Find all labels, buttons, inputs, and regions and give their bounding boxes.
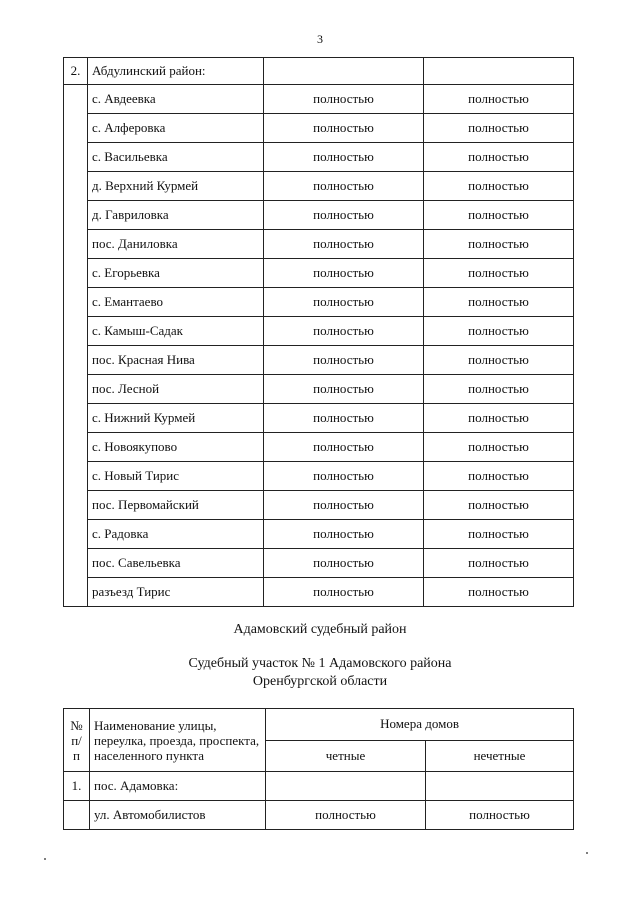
even-numbers: полностью — [264, 143, 424, 172]
header-row — [64, 709, 574, 741]
locality-row — [64, 230, 574, 259]
odd-numbers: полностью — [426, 801, 574, 830]
row-number-cell — [64, 375, 88, 404]
section-subtitle-line2: Оренбургской области — [252, 674, 388, 689]
locality-row — [64, 143, 574, 172]
locality-row — [64, 114, 574, 143]
locality-name: с. Камыш-Садак — [88, 317, 264, 346]
row-number-cell — [64, 288, 88, 317]
settlement-row — [64, 772, 574, 801]
header-name: Наименование улицы, переулка, проезда, проспекта, населенного пункта — [90, 709, 266, 772]
odd-numbers: полностью — [424, 114, 574, 143]
settlement-name: пос. Адамовка: — [90, 772, 266, 801]
even-numbers: полностью — [264, 85, 424, 114]
odd-numbers: полностью — [424, 520, 574, 549]
locality-row — [64, 85, 574, 114]
odd-numbers: полностью — [424, 404, 574, 433]
locality-name: пос. Савельевка — [88, 549, 264, 578]
header-house-numbers: Номера домов — [266, 709, 574, 741]
locality-name: с. Нижний Курмей — [88, 404, 264, 433]
even-numbers: полностью — [264, 346, 424, 375]
page-number: 3 — [317, 32, 323, 46]
locality-row — [64, 375, 574, 404]
odd-numbers: полностью — [424, 549, 574, 578]
locality-name: с. Алферовка — [88, 114, 264, 143]
odd-numbers: полностью — [424, 346, 574, 375]
row-number-cell — [64, 578, 88, 607]
row-number-cell — [64, 172, 88, 201]
street-name: ул. Автомобилистов — [90, 801, 266, 830]
header-odd: нечетные — [426, 740, 574, 772]
section-title: Адамовский судебный район — [233, 622, 407, 637]
locality-name: с. Радовка — [88, 520, 264, 549]
even-numbers: полностью — [264, 230, 424, 259]
row-number-cell — [64, 549, 88, 578]
locality-name: д. Гавриловка — [88, 201, 264, 230]
locality-name: с. Авдеевка — [88, 85, 264, 114]
locality-name: пос. Даниловка — [88, 230, 264, 259]
row-number-cell — [64, 433, 88, 462]
street-table — [63, 708, 574, 830]
locality-row — [64, 491, 574, 520]
district-header-row — [64, 58, 574, 85]
locality-row — [64, 201, 574, 230]
odd-numbers: полностью — [424, 375, 574, 404]
locality-row — [64, 346, 574, 375]
locality-row — [64, 317, 574, 346]
odd-numbers: полностью — [424, 317, 574, 346]
row-number-cell — [64, 346, 88, 375]
row-number-cell — [64, 259, 88, 288]
row-number-cell — [64, 491, 88, 520]
locality-row — [64, 259, 574, 288]
even-numbers: полностью — [264, 578, 424, 607]
row-number-cell — [64, 230, 88, 259]
row-number-cell — [64, 85, 88, 114]
even-numbers: полностью — [264, 288, 424, 317]
even-numbers: полностью — [264, 375, 424, 404]
locality-row — [64, 172, 574, 201]
locality-name: с. Новый Тирис — [88, 462, 264, 491]
locality-row — [64, 462, 574, 491]
header-number: № п/п — [64, 709, 90, 772]
locality-name: разъезд Тирис — [88, 578, 264, 607]
odd-numbers: полностью — [424, 578, 574, 607]
locality-name: д. Верхний Курмей — [88, 172, 264, 201]
locality-name: пос. Первомайский — [88, 491, 264, 520]
locality-row — [64, 520, 574, 549]
even-numbers: полностью — [264, 462, 424, 491]
odd-numbers: полностью — [424, 433, 574, 462]
even-numbers: полностью — [264, 404, 424, 433]
even-numbers: полностью — [264, 172, 424, 201]
empty-cell — [266, 772, 426, 801]
locality-name: пос. Красная Нива — [88, 346, 264, 375]
row-number-cell — [64, 201, 88, 230]
locality-row — [64, 288, 574, 317]
locality-row — [64, 404, 574, 433]
scan-speck — [586, 852, 588, 854]
scan-speck — [44, 858, 46, 860]
settlement-number: 1. — [64, 772, 90, 801]
odd-numbers: полностью — [424, 201, 574, 230]
empty-cell — [424, 58, 574, 85]
empty-cell — [426, 772, 574, 801]
odd-numbers: полностью — [424, 230, 574, 259]
odd-numbers: полностью — [424, 491, 574, 520]
locality-name: с. Егорьевка — [88, 259, 264, 288]
row-number-cell — [64, 801, 90, 830]
even-numbers: полностью — [264, 433, 424, 462]
odd-numbers: полностью — [424, 172, 574, 201]
even-numbers: полностью — [264, 114, 424, 143]
odd-numbers: полностью — [424, 288, 574, 317]
even-numbers: полностью — [264, 259, 424, 288]
locality-name: с. Новоякупово — [88, 433, 264, 462]
row-number-cell — [64, 317, 88, 346]
even-numbers: полностью — [264, 317, 424, 346]
even-numbers: полностью — [264, 520, 424, 549]
district-number: 2. — [64, 58, 88, 85]
street-row — [64, 801, 574, 830]
locality-row — [64, 549, 574, 578]
locality-row — [64, 578, 574, 607]
locality-name: пос. Лесной — [88, 375, 264, 404]
header-even: четные — [266, 740, 426, 772]
locality-name: с. Васильевка — [88, 143, 264, 172]
even-numbers: полностью — [264, 549, 424, 578]
row-number-cell — [64, 114, 88, 143]
odd-numbers: полностью — [424, 143, 574, 172]
odd-numbers: полностью — [424, 259, 574, 288]
odd-numbers: полностью — [424, 462, 574, 491]
locality-row — [64, 433, 574, 462]
even-numbers: полностью — [264, 201, 424, 230]
section-subtitle-line1: Судебный участок № 1 Адамовского района — [188, 656, 452, 671]
district-name: Абдулинский район: — [88, 58, 264, 85]
even-numbers: полностью — [266, 801, 426, 830]
locality-name: с. Емантаево — [88, 288, 264, 317]
empty-cell — [264, 58, 424, 85]
even-numbers: полностью — [264, 491, 424, 520]
row-number-cell — [64, 143, 88, 172]
district-table — [63, 57, 574, 607]
row-number-cell — [64, 404, 88, 433]
odd-numbers: полностью — [424, 85, 574, 114]
row-number-cell — [64, 520, 88, 549]
row-number-cell — [64, 462, 88, 491]
